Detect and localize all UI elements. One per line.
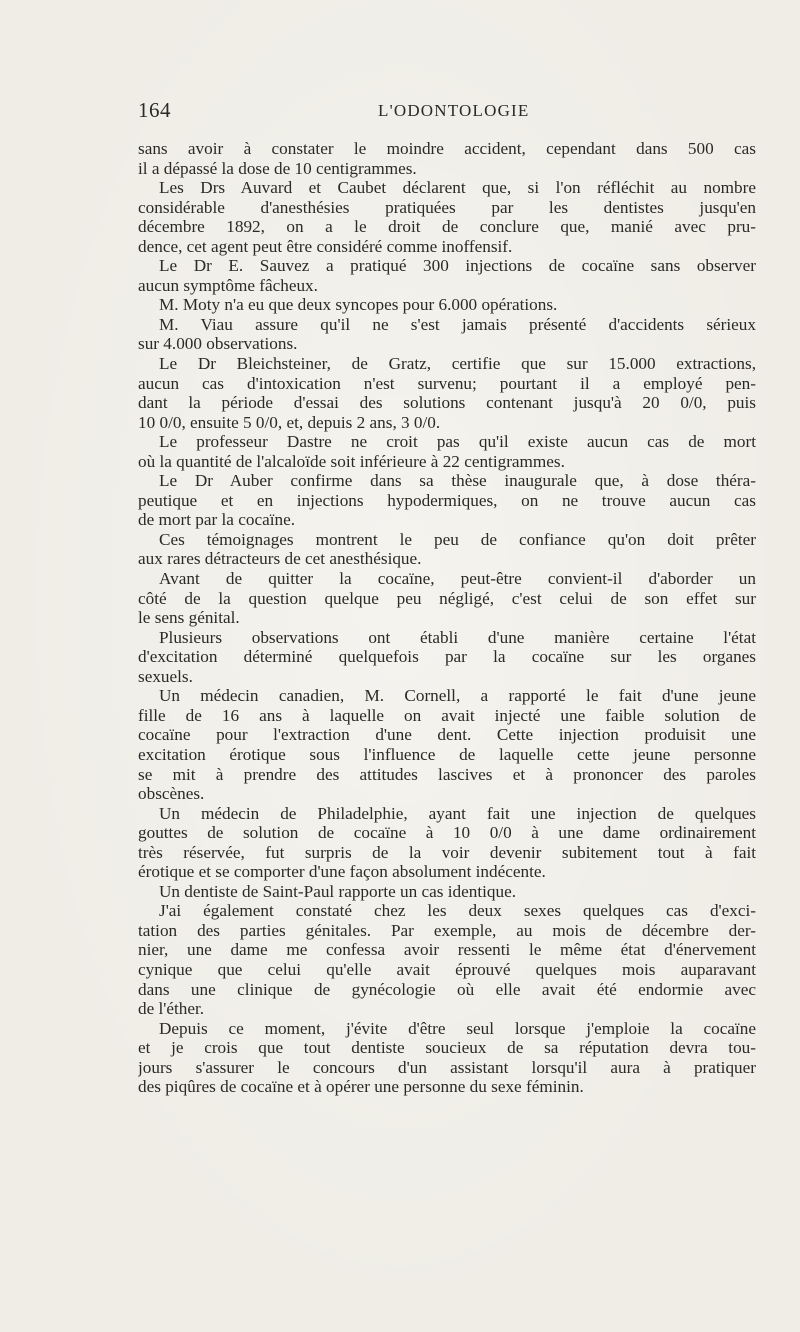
text-line: jours s'assurer le concours d'un assistant lorsqu'il aura à pratiquer — [138, 1057, 756, 1077]
text-line: tation des parties génitales. Par exemple, au mois de décembre der- — [138, 920, 756, 940]
text-line: dence, cet agent peut être considéré comme inoffensif. — [138, 236, 513, 256]
text-line: obscènes. — [138, 784, 205, 804]
text-line: gouttes de solution de cocaïne à 10 0/0 à une dame ordinairement — [138, 823, 756, 843]
text-line: considérable d'anesthésies pratiquées par les dentistes jusqu'en — [138, 197, 756, 217]
text-line: J'ai également constaté chez les deux sexes quelques cas d'exci- — [159, 901, 756, 921]
text-line: Plusieurs observations ont établi d'une manière certaine l'état — [159, 627, 756, 647]
text-line: d'excitation déterminé quelquefois par la cocaïne sur les organes — [138, 647, 756, 667]
text-line: et je crois que tout dentiste soucieux de sa réputation devra tou- — [138, 1038, 756, 1058]
text-line: M. Moty n'a eu que deux syncopes pour 6.000 opérations. — [159, 295, 558, 315]
text-line: sexuels. — [138, 666, 193, 686]
text-line: décembre 1892, on a le droit de conclure que, manié avec pru- — [138, 217, 756, 237]
text-line: des piqûres de cocaïne et à opérer une personne du sexe féminin. — [138, 1077, 584, 1097]
page-header — [138, 98, 758, 128]
text-line: Le Dr Auber confirme dans sa thèse inaugurale que, à dose théra- — [159, 471, 756, 491]
text-line: Les Drs Auvard et Caubet déclarent que, si l'on réfléchit au nombre — [159, 178, 756, 198]
text-line: Le Dr E. Sauvez a pratiqué 300 injections de cocaïne sans observer — [159, 256, 756, 276]
page-number: 164 — [138, 98, 171, 122]
text-line: nier, une dame me confessa avoir ressenti le même état d'énervement — [138, 940, 756, 960]
text-line: il a dépassé la dose de 10 centigrammes. — [138, 158, 417, 178]
text-line: M. Viau assure qu'il ne s'est jamais présenté d'accidents sérieux — [159, 314, 756, 334]
text-line: aux rares détracteurs de cet anesthésique. — [138, 549, 422, 569]
text-line: où la quantité de l'alcaloïde soit inférieure à 22 centigrammes. — [138, 451, 565, 471]
running-title: L'ODONTOLOGIE — [378, 101, 530, 120]
text-line: aucun symptôme fâcheux. — [138, 275, 318, 295]
text-line: 10 0/0, ensuite 5 0/0, et, depuis 2 ans, 3 0/0. — [138, 412, 441, 432]
body-text — [138, 139, 756, 1097]
text-line: côté de la question quelque peu négligé, c'est celui de son effet sur — [138, 588, 756, 608]
text-line: aucun cas d'intoxication n'est survenu; pourtant il a employé pen- — [138, 373, 756, 393]
text-line: excitation érotique sous l'influence de laquelle cette jeune personne — [138, 744, 756, 764]
text-line: se mit à prendre des attitudes lascives et à prononcer des paroles — [138, 764, 756, 784]
text-line: le sens génital. — [138, 608, 240, 628]
text-line: cocaïne pour l'extraction d'une dent. Cette injection produisit une — [138, 725, 756, 745]
text-line: Avant de quitter la cocaïne, peut-être convient-il d'aborder un — [159, 569, 756, 589]
text-line: peutique et en injections hypodermiques, on ne trouve aucun cas — [138, 490, 756, 510]
text-line: fille de 16 ans à laquelle on avait injecté une faible solution de — [138, 705, 756, 725]
text-line: très réservée, fut surpris de la voir devenir subitement tout à fait — [138, 842, 756, 862]
text-line: Un médecin de Philadelphie, ayant fait une injection de quelques — [159, 803, 756, 823]
text-line: dant la période d'essai des solutions contenant jusqu'à 20 0/0, puis — [138, 393, 756, 413]
text-line: de l'éther. — [138, 999, 205, 1019]
text-line: cynique que celui qu'elle avait éprouvé quelques mois auparavant — [138, 959, 756, 979]
text-line: érotique et se comporter d'une façon absolument indécente. — [138, 862, 546, 882]
text-line: Un médecin canadien, M. Cornell, a rapporté le fait d'une jeune — [159, 686, 756, 706]
text-line: Le Dr Bleichsteiner, de Gratz, certifie que sur 15.000 extractions, — [159, 354, 756, 374]
text-line: Ces témoignages montrent le peu de confiance qu'on doit prêter — [159, 529, 756, 549]
text-line: dans une clinique de gynécologie où elle avait été endormie avec — [138, 979, 756, 999]
text-line: de mort par la cocaïne. — [138, 510, 295, 530]
text-line: sans avoir à constater le moindre accident, cependant dans 500 cas — [138, 139, 756, 158]
text-line: Depuis ce moment, j'évite d'être seul lorsque j'emploie la cocaïne — [159, 1018, 756, 1038]
text-line: sur 4.000 observations. — [138, 334, 298, 354]
text-line: Le professeur Dastre ne croit pas qu'il existe aucun cas de mort — [159, 432, 756, 452]
text-line: Un dentiste de Saint-Paul rapporte un cas identique. — [159, 881, 517, 901]
